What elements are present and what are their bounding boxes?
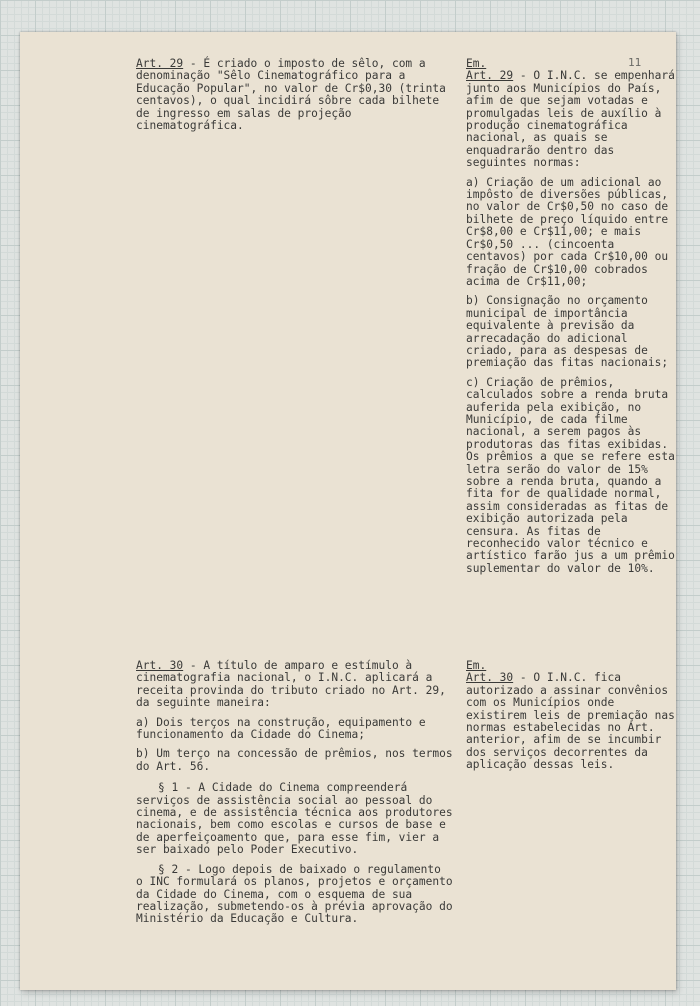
- amendment-30-paragraph: [466, 672, 676, 771]
- amendment-29-item-b: b) Consignação no orçamento municipal de importância equivalente à previsão da arrecadação do adicional criado, para as despesas de premiação das fitas nacionais;: [466, 294, 669, 370]
- article-30-label: Art. 30: [136, 659, 184, 672]
- amendment-30-column: [466, 660, 676, 779]
- amendment-29-item-a: a) Criação de um adicional ao impôsto de diversões públicas, no valor de Cr$0,50 no caso de bilhete de preço líquido entre Cr$8,00 e Cr$11,00; e mais Cr$0,50 ... (cincoenta centavos) por cada Cr$10,00 ou fração de Cr$10,00 cobrados acima de Cr$11,00;: [466, 175, 669, 288]
- amendment-29-em-label: Em.: [466, 57, 487, 70]
- amendment-29-item-c: c) Criação de prêmios, calculados sobre a renda bruta auferida pela exibição, no Município, de cada filme nacional, a serem pagos às produtoras das fitas exibidas. Os prêmios a que se refere esta letra serão do valor de 15% sobre a renda bruta, quando a fita for de qualidade normal, assim consideradas as fitas de exibição autorizada pela censura. As fitas de reconhecido valor técnico e artístico farão jus a um prêmio suplementar do valor de 10%.: [466, 375, 675, 575]
- amendment-30-article-label: Art. 30: [466, 671, 514, 685]
- article-29-column: [136, 58, 452, 139]
- article-30-column: [136, 660, 454, 933]
- amendment-30-text: - O I.N.C. fica autorizado a assinar convênios com os Municípios onde existirem leis de premiação nas normas estabelecidas no Art. anterior, afim de se incumbir dos serviços decorrentes da aplicação dessas leis.: [466, 671, 675, 772]
- article-29-paragraph: [136, 58, 452, 132]
- amendment-29-column: [466, 58, 676, 582]
- article-30-text: - A título de amparo e estímulo à cinematografia nacional, o I.N.C. aplicará a receita provinda do tributo criado no Art. 29, da seguinte maneira:: [136, 659, 446, 710]
- article-29-text: - É criado o imposto de sêlo, com a denominação "Sêlo Cinematográfico para a Educação Popular", no valor de Cr$0,30 (trinta centavos), o qual incidirá sôbre cada bilhete de ingresso em salas de projeção cinematográfica.: [136, 57, 446, 133]
- article-30-item-b: b) Um terço na concessão de prêmios, nos termos do Art. 56.: [136, 747, 453, 773]
- amendment-29-intro-text: - O I.N.C. se empenhará junto aos Municípios do País, afim de que sejam votadas e promulgadas leis de auxílio à produção cinematográfica nacional, as quais se enquadrarão dentro das seguintes normas:: [466, 69, 675, 170]
- page-number: 11: [628, 56, 642, 69]
- article-29-label: Art. 29: [136, 57, 184, 70]
- amendment-29-intro-paragraph: [466, 70, 676, 169]
- article-30-paragraph-1: § 1 - A Cidade do Cinema compreenderá serviços de assistência social ao pessoal do cinema, e de assistência técnica aos produtores nacionais, bem como escolas e cursos de base e de aperfeiçoamento que, para esse fim, vier a ser baixado pelo Poder Executivo.: [136, 781, 453, 857]
- amendment-29-article-label: Art. 29: [466, 69, 514, 83]
- article-30-item-a: a) Dois terços na construção, equipamento e funcionamento da Cidade do Cinema;: [136, 715, 426, 742]
- article-30-paragraph-2: § 2 - Logo depois de baixado o regulamento o INC formulará os planos, projetos e orçamento da Cidade do Cinema, com o esquema de sua realização, submetendo-os à prévia aprovação do Ministério da Educação e Cultura.: [136, 862, 453, 926]
- article-30-paragraph: [136, 660, 454, 710]
- amendment-30-em-label: Em.: [466, 659, 487, 672]
